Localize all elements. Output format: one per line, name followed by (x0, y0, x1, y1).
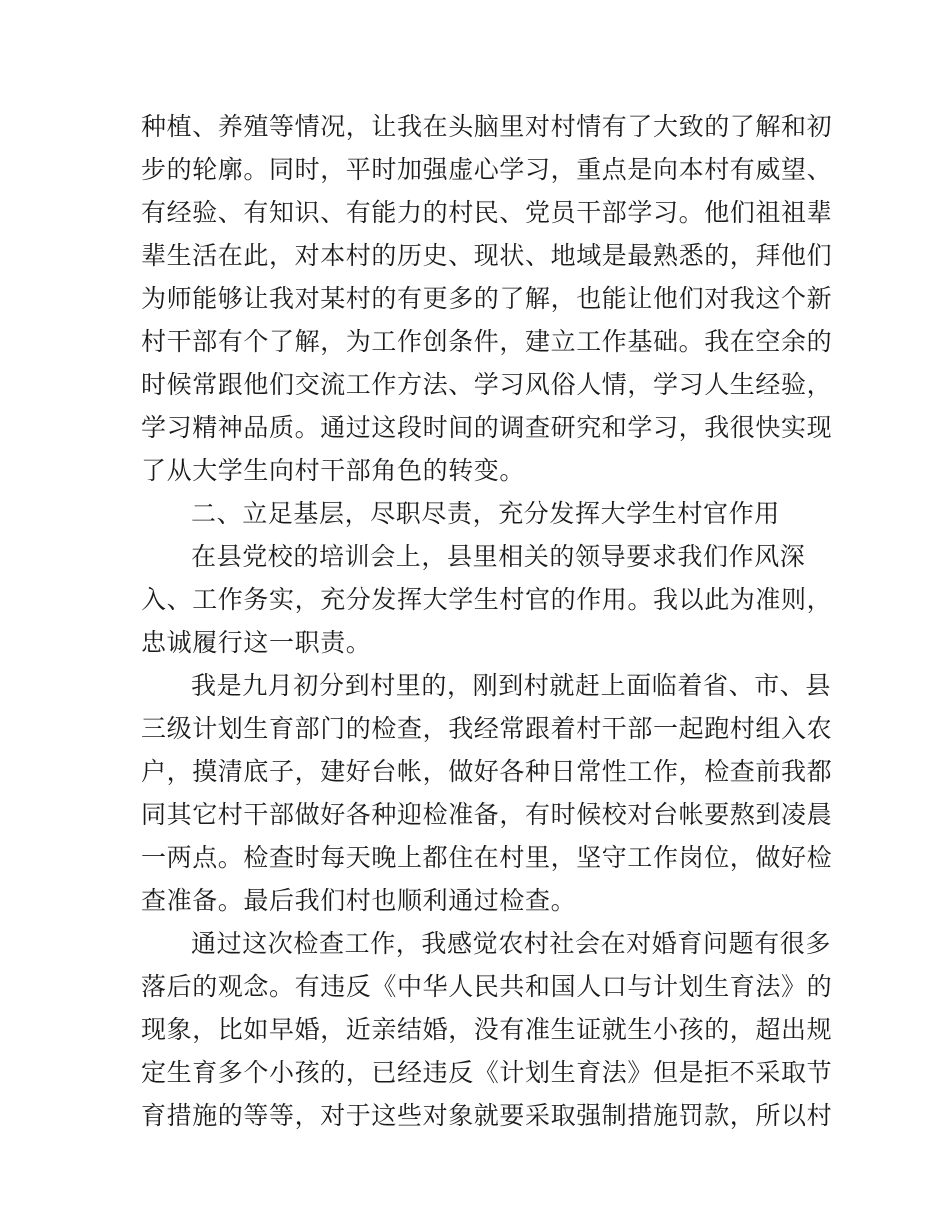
text-line: 同其它村干部做好各种迎检准备，有时候校对台帐要熬到凌晨 (141, 800, 833, 829)
text-line: 我是九月初分到村里的，刚到村就赶上面临着省、市、县 (191, 671, 832, 700)
section-heading: 二、立足基层，尽职尽责，充分发挥大学生村官作用 (191, 499, 780, 528)
text-line: 育措施的等等，对于这些对象就要采取强制措施罚款，所以村 (141, 1101, 833, 1130)
text-line: 现象，比如早婚，近亲结婚，没有准生证就生小孩的，超出规 (141, 1015, 833, 1044)
text-line: 通过这次检查工作，我感觉农村社会在对婚育问题有很多 (191, 929, 832, 958)
text-line: 在县党校的培训会上，县里相关的领导要求我们作风深 (191, 542, 806, 571)
text-line: 三级计划生育部门的检查，我经常跟着村干部一起跑村组入农 (141, 714, 833, 743)
text-line: 为师能够让我对某村的有更多的了解，也能让他们对我这个新 (141, 284, 833, 313)
text-line: 学习精神品质。通过这段时间的调查研究和学习，我很快实现 (141, 413, 833, 442)
text-line: 种植、养殖等情况，让我在头脑里对村情有了大致的了解和初 (141, 112, 833, 141)
text-line: 步的轮廓。同时，平时加强虚心学习，重点是向本村有威望、 (141, 155, 833, 184)
text-line: 有经验、有知识、有能力的村民、党员干部学习。他们祖祖辈 (141, 198, 833, 227)
text-line: 入、工作务实，充分发挥大学生村官的作用。我以此为准则， (141, 585, 833, 614)
text-line: 户，摸清底子，建好台帐，做好各种日常性工作，检查前我都 (141, 757, 833, 786)
text-line: 查准备。最后我们村也顺利通过检查。 (141, 886, 577, 915)
text-line: 定生育多个小孩的，已经违反《计划生育法》但是拒不采取节 (141, 1058, 833, 1087)
text-line: 落后的观念。有违反《中华人民共和国人口与计划生育法》的 (141, 972, 833, 1001)
text-line: 忠诚履行这一职责。 (141, 628, 372, 657)
text-line: 村干部有个了解，为工作创条件，建立工作基础。我在空余的 (141, 327, 833, 356)
text-line: 时候常跟他们交流工作方法、学习风俗人情，学习人生经验， (141, 370, 833, 399)
text-line: 了从大学生向村干部角色的转变。 (141, 456, 526, 485)
text-line: 一两点。检查时每天晚上都住在村里，坚守工作岗位，做好检 (141, 843, 833, 872)
text-line: 辈生活在此，对本村的历史、现状、地域是最熟悉的，拜他们 (141, 241, 833, 270)
